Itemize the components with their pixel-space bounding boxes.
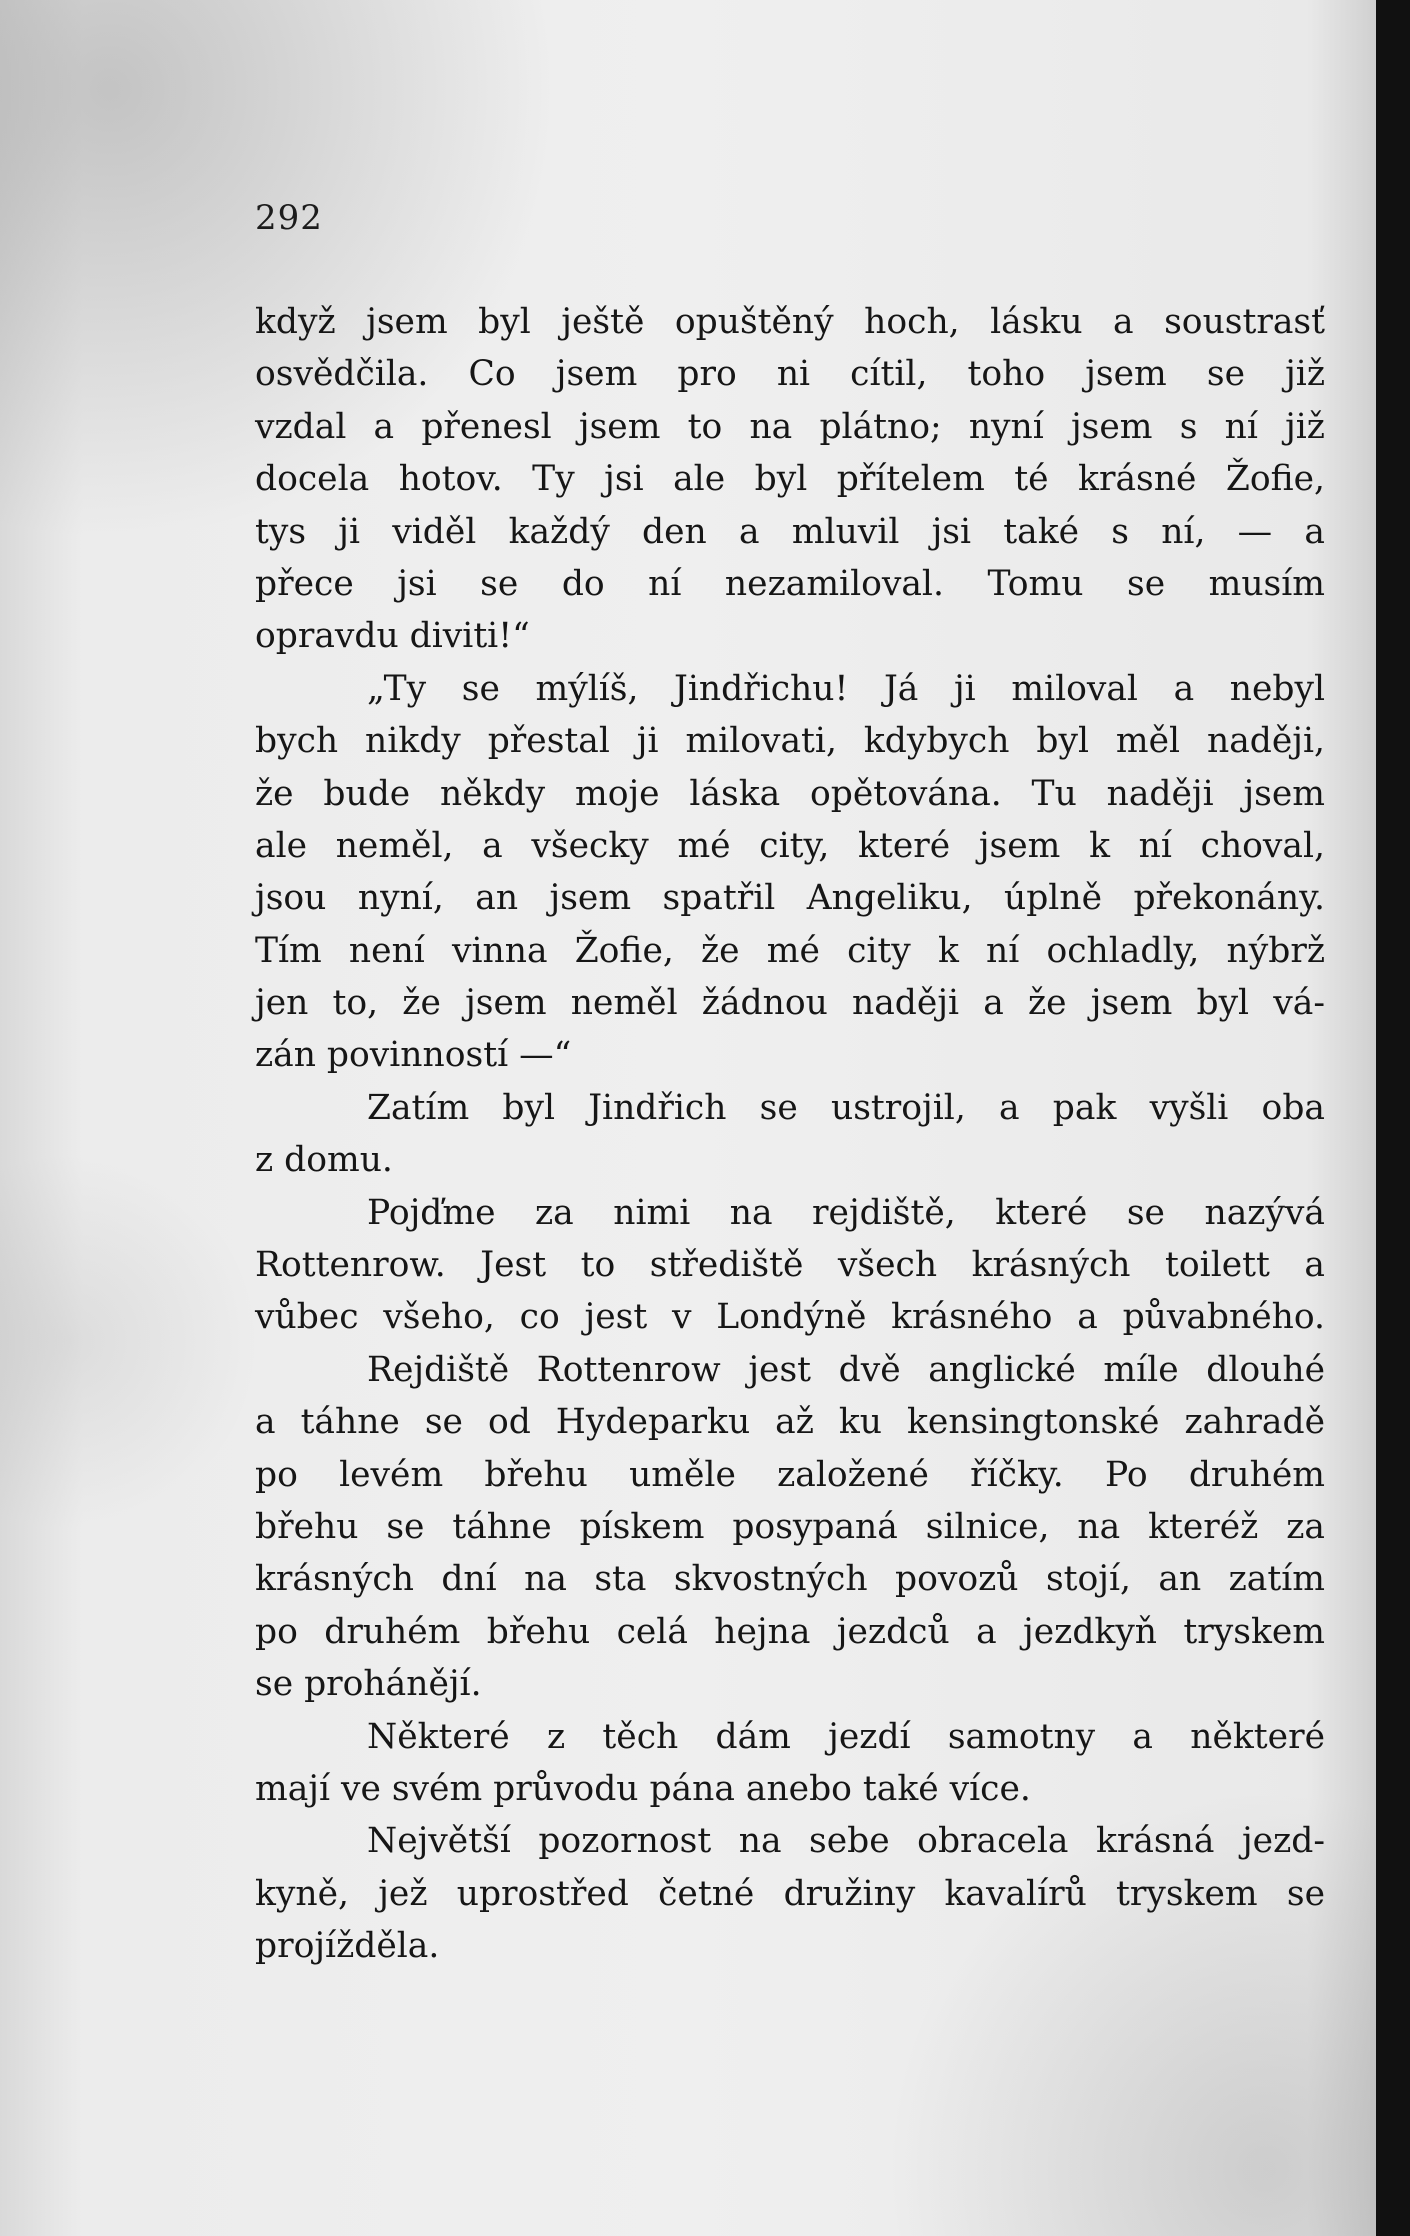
page-number: 292 <box>255 198 323 238</box>
text-line: po druhém břehu celá hejna jezdců a jezdkyň tryskem <box>255 1611 1325 1652</box>
body-text <box>255 296 1325 1973</box>
text-line: vzdal a přenesl jsem to na plátno; nyní jsem s ní již <box>255 406 1325 447</box>
text-line: se prohánějí. <box>255 1664 482 1705</box>
page-edge-shadow <box>1376 0 1410 2236</box>
text-line: přece jsi se do ní nezamiloval. Tomu se musím <box>255 563 1325 604</box>
text-line: bych nikdy přestal ji milovati, kdybych byl měl naději, <box>255 721 1325 762</box>
text-line: tys ji viděl každý den a mluvil jsi také s ní, — a <box>255 511 1325 552</box>
text-line: osvědčila. Co jsem pro ni cítil, toho jsem se již <box>255 354 1325 395</box>
text-line: Některé z těch dám jezdí samotny a některé <box>367 1716 1325 1757</box>
text-line: když jsem byl ještě opuštěný hoch, lásku a soustrasť <box>255 302 1325 342</box>
text-line: Tím není vinna Žofie, že mé city k ní ochladly, nýbrž <box>255 930 1325 971</box>
text-line: jsou nyní, an jsem spatřil Angeliku, úplně překonány. <box>255 878 1325 919</box>
text-line: docela hotov. Ty jsi ale byl přítelem té krásné Žofie, <box>255 459 1325 500</box>
text-line: ale neměl, a všecky mé city, které jsem k ní choval, <box>255 825 1325 866</box>
text-line: Největší pozornost na sebe obracela krásná jezd- <box>367 1821 1325 1862</box>
text-line: mají ve svém průvodu pána anebo také více. <box>255 1768 1031 1809</box>
text-line: jen to, že jsem neměl žádnou naději a že jsem byl vá- <box>255 983 1325 1024</box>
text-line: „Ty se mýlíš, Jindřichu! Já ji miloval a nebyl <box>367 668 1325 709</box>
text-line: Pojďme za nimi na rejdiště, které se nazývá <box>367 1192 1325 1233</box>
text-line: vůbec všeho, co jest v Londýně krásného a půvabného. <box>255 1297 1325 1338</box>
text-line: projížděla. <box>255 1926 440 1967</box>
text-line: z domu. <box>255 1140 393 1181</box>
text-line: krásných dní na sta skvostných povozů stojí, an zatím <box>255 1559 1325 1600</box>
text-line: po levém břehu uměle založené říčky. Po druhém <box>255 1454 1325 1495</box>
text-line: opravdu diviti!“ <box>255 616 530 657</box>
text-line: Rottenrow. Jest to střediště všech krásných toilett a <box>255 1245 1325 1286</box>
text-line: zán povinností —“ <box>255 1035 572 1076</box>
text-line: kyně, jež uprostřed četné družiny kavalírů tryskem se <box>255 1873 1325 1914</box>
text-line: že bude někdy moje láska opětována. Tu naději jsem <box>255 773 1325 814</box>
text-line: břehu se táhne pískem posypaná silnice, na kteréž za <box>255 1506 1325 1547</box>
text-line: a táhne se od Hydeparku až ku kensingtonské zahradě <box>255 1402 1325 1443</box>
text-line: Rejdiště Rottenrow jest dvě anglické míle dlouhé <box>367 1349 1325 1390</box>
text-line: Zatím byl Jindřich se ustrojil, a pak vyšli oba <box>367 1087 1325 1128</box>
